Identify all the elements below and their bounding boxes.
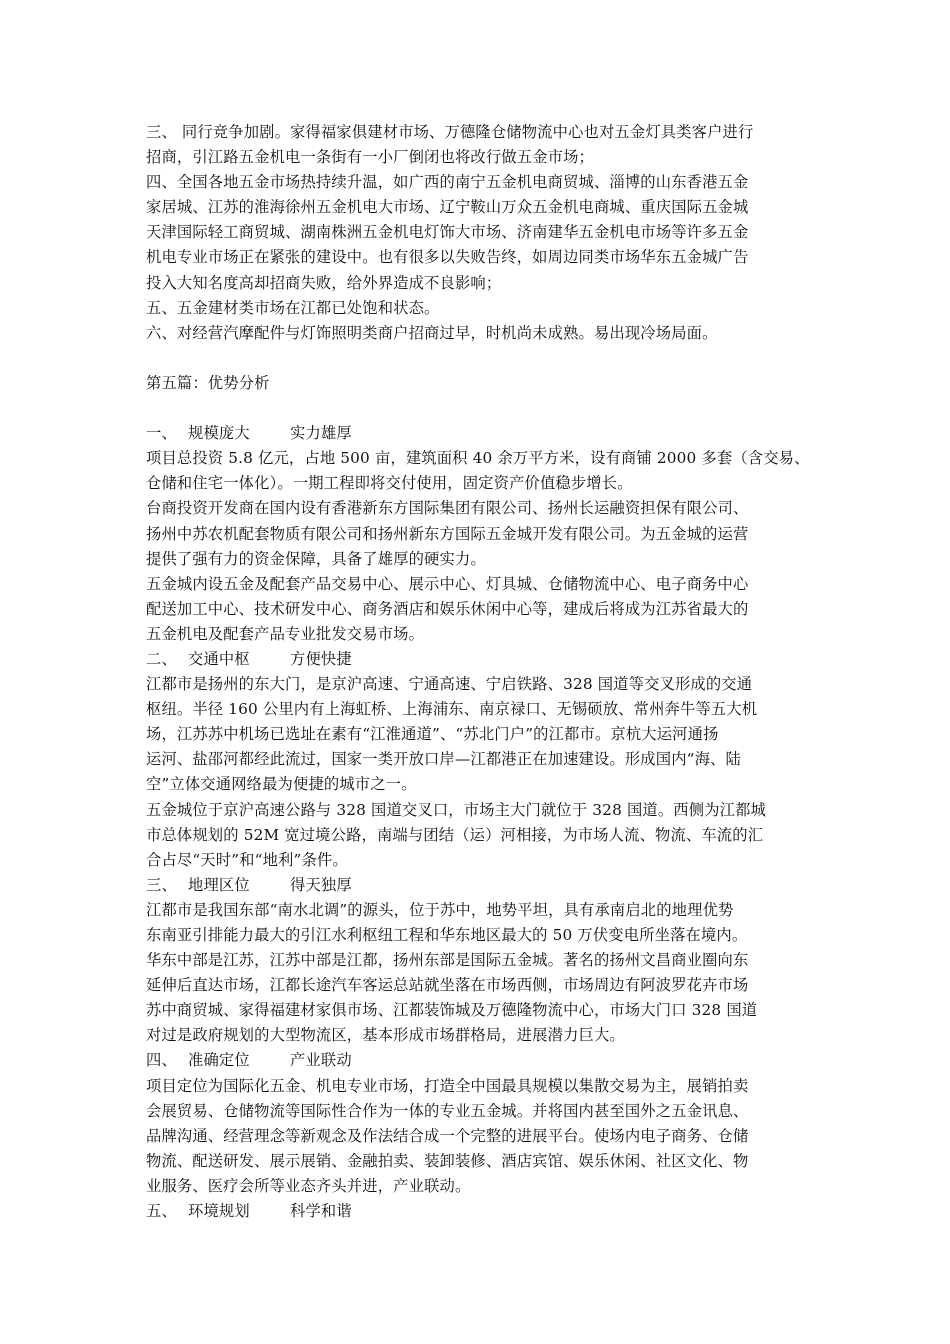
section-heading-2 bbox=[146, 647, 836, 672]
paragraph-line: 六、对经营汽摩配件与灯饰照明类商户招商过早，时机尚未成熟。易出现冷场局面。 bbox=[146, 323, 718, 342]
heading-title: 环境规划 bbox=[188, 1202, 250, 1221]
paragraph-line: 项目定位为国际化五金、机电专业市场，打造全中国最具规模以集散交易为主，展销拍卖 bbox=[146, 1076, 749, 1095]
heading-number: 一、 bbox=[146, 424, 177, 443]
paragraph-line: 合占尽“天时”和“地利”条件。 bbox=[146, 850, 348, 869]
heading-subtitle: 得天独厚 bbox=[290, 875, 352, 894]
paragraph-line: 招商，引江路五金机电一条街有一小厂倒闭也将改行做五金市场； bbox=[146, 148, 594, 167]
paragraph-line: 物流、配送研发、展示展销、金融拍卖、装卸装修、酒店宾馆、娱乐休闲、社区文化、物 bbox=[146, 1151, 749, 1170]
paragraph-line: 五金城内设五金及配套产品交易中心、展示中心、灯具城、仓储物流中心、电子商务中心 bbox=[146, 574, 749, 593]
paragraph-line: 苏中商贸城、家得福建材家俱市场、江都装饰城及万德隆物流中心，市场大门口 328 国道 bbox=[146, 1001, 758, 1020]
heading-subtitle: 实力雄厚 bbox=[290, 424, 352, 443]
paragraph-line: 四、全国各地五金市场热持续升温，如广西的南宁五金机电商贸城、淄博的山东香港五金 bbox=[146, 173, 749, 192]
heading-number: 五、 bbox=[146, 1202, 177, 1221]
chapter-title: 第五篇：优势分析 bbox=[146, 373, 270, 392]
paragraph-line: 华东中部是江苏，江苏中部是江都，扬州东部是国际五金城。著名的扬州文昌商业圈向东 bbox=[146, 951, 749, 970]
paragraph-line: 三、 同行竞争加剧。家得福家俱建材市场、万德隆仓储物流中心也对五金灯具类客户进行 bbox=[146, 123, 754, 141]
heading-number: 四、 bbox=[146, 1051, 177, 1070]
paragraph-line: 扬州中苏农机配套物质有限公司和扬州新东方国际五金城开发有限公司。为五金城的运营 bbox=[146, 524, 749, 543]
paragraph-line: 配送加工中心、技术研发中心、商务酒店和娱乐休闲中心等，建成后将成为江苏省最大的 bbox=[146, 599, 749, 618]
section-heading-3 bbox=[146, 873, 836, 898]
paragraph-line: 品牌沟通、经营理念等新观念及作法结合成一个完整的进展平台。使场内电子商务、仓储 bbox=[146, 1126, 749, 1145]
heading-title: 准确定位 bbox=[188, 1051, 250, 1070]
section-heading-4 bbox=[146, 1048, 836, 1073]
paragraph-line: 五金机电及配套产品专业批发交易市场。 bbox=[146, 624, 425, 643]
section-heading-1 bbox=[146, 421, 836, 446]
document-body bbox=[146, 120, 836, 1224]
heading-title: 交通中枢 bbox=[188, 649, 250, 668]
paragraph-line: 提供了强有力的资金保障，具备了雄厚的硬实力。 bbox=[146, 549, 486, 568]
paragraph-line: 五、五金建材类市场在江都已处饱和状态。 bbox=[146, 298, 440, 317]
paragraph-line: 仓储和住宅一体化）。一期工程即将交付使用，固定资产价值稳步增长。 bbox=[146, 474, 633, 493]
paragraph-line: 东南亚引排能力最大的引江水利枢纽工程和华东地区最大的 50 万伏变电所坐落在境内。 bbox=[146, 926, 748, 944]
heading-number: 三、 bbox=[146, 875, 177, 894]
spacer bbox=[146, 396, 836, 421]
section-heading-5 bbox=[146, 1199, 836, 1224]
paragraph-line: 场，江苏苏中机场已选址在素有“江淮通道”、“苏北门户”的江都市。京杭大运河通扬 bbox=[146, 725, 719, 744]
paragraph-line: 运河、盐邵河都经此流过，国家一类开放口岸—江都港正在加速建设。形成国内“海、陆 bbox=[146, 750, 741, 769]
heading-title: 地理区位 bbox=[188, 875, 250, 894]
paragraph-line: 会展贸易、仓储物流等国际性合作为一体的专业五金城。并将国内甚至国外之五金讯息、 bbox=[146, 1101, 749, 1120]
paragraph-line: 台商投资开发商在国内设有香港新东方国际集团有限公司、扬州长运融资担保有限公司、 bbox=[146, 499, 749, 518]
paragraph-line: 机电专业市场正在紧张的建设中。也有很多以失败告终，如周边同类市场华东五金城广告 bbox=[146, 248, 749, 267]
paragraph-line: 家居城、江苏的淮海徐州五金机电大市场、辽宁鞍山万众五金机电商城、重庆国际五金城 bbox=[146, 198, 749, 217]
paragraph-line: 投入大知名度高却招商失败，给外界造成不良影响； bbox=[146, 273, 502, 292]
paragraph-line: 五金城位于京沪高速公路与 328 国道交叉口，市场主大门就位于 328 国道。西侧为江都城 bbox=[146, 800, 766, 819]
paragraph-line: 业服务、医疗会所等业态齐头并进，产业联动。 bbox=[146, 1176, 471, 1195]
heading-title: 规模庞大 bbox=[188, 424, 250, 443]
paragraph-line: 空”立体交通网络最为便捷的城市之一。 bbox=[146, 775, 417, 794]
paragraph-line: 延伸后直达市场，江都长途汽车客运总站就坐落在市场西侧，市场周边有阿波罗花卉市场 bbox=[146, 976, 749, 995]
heading-subtitle: 方便快捷 bbox=[290, 649, 352, 668]
paragraph-line: 江都市是扬州的东大门，是京沪高速、宁通高速、宁启铁路、328 国道等交叉形成的交通 bbox=[146, 675, 753, 694]
paragraph-line: 枢纽。半径 160 公里内有上海虹桥、上海浦东、南京禄口、无锡硕放、常州奔牛等五大机 bbox=[146, 700, 758, 719]
paragraph-line: 项目总投资 5.8 亿元，占地 500 亩，建筑面积 40 余万平方米，设有商铺 2000 多套（含交易、 bbox=[146, 449, 810, 468]
paragraph-line: 天津国际轻工商贸城、湖南株洲五金机电灯饰大市场、济南建华五金机电市场等许多五金 bbox=[146, 223, 749, 242]
paragraph-line: 对过是政府规划的大型物流区，基本形成市场群格局，进展潜力巨大。 bbox=[146, 1026, 625, 1045]
heading-subtitle: 科学和谐 bbox=[290, 1202, 352, 1221]
paragraph-line: 江都市是我国东部“南水北调”的源头，位于苏中，地势平坦，具有承南启北的地理优势 bbox=[146, 900, 734, 919]
paragraph-line: 市总体规划的 52M 宽过境公路，南端与团结（运）河相接，为市场人流、物流、车流的汇 bbox=[146, 825, 764, 844]
spacer bbox=[146, 346, 836, 371]
heading-number: 二、 bbox=[146, 649, 177, 668]
heading-subtitle: 产业联动 bbox=[290, 1051, 352, 1070]
